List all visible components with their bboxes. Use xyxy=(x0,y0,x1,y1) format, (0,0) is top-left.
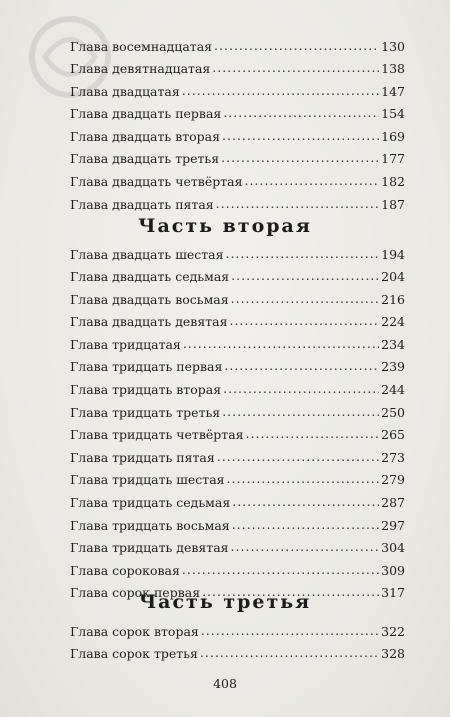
toc-entry-page: 204 xyxy=(381,269,405,285)
dot-leader xyxy=(214,38,379,51)
toc-entry-title: Глава тридцать восьмая xyxy=(70,517,230,533)
toc-entry xyxy=(70,540,405,563)
dot-leader xyxy=(244,174,379,187)
toc-entry xyxy=(70,151,405,174)
toc-entry-title: Глава двадцать восьмая xyxy=(70,291,229,307)
dot-leader xyxy=(183,336,379,349)
toc-entry xyxy=(70,382,405,405)
toc-entry-page: 265 xyxy=(381,427,405,443)
toc-entry-page: 187 xyxy=(381,196,405,212)
toc-entry xyxy=(70,174,405,197)
dot-leader xyxy=(216,196,379,209)
part-two-heading: Часть вторая xyxy=(138,215,312,237)
toc-part-two xyxy=(70,246,405,608)
toc-entry xyxy=(70,646,405,669)
toc-entry-page: 328 xyxy=(381,646,405,662)
toc-entry-page: 130 xyxy=(381,38,405,54)
toc-entry xyxy=(70,61,405,84)
toc-entry xyxy=(70,517,405,540)
dot-leader xyxy=(232,517,379,530)
toc-entry-page: 279 xyxy=(381,472,405,488)
toc-entry-page: 138 xyxy=(381,61,405,77)
toc-entry-page: 287 xyxy=(381,495,405,511)
toc-entry-page: 304 xyxy=(381,540,405,556)
dot-leader xyxy=(200,646,379,659)
toc-entry-title: Глава тридцатая xyxy=(70,336,181,352)
dot-leader xyxy=(182,83,379,96)
toc-entry xyxy=(70,449,405,472)
toc-entry xyxy=(70,291,405,314)
toc-entry-title: Глава тридцать первая xyxy=(70,359,223,375)
dot-leader xyxy=(222,404,379,417)
toc-entry xyxy=(70,472,405,495)
toc-entry xyxy=(70,623,405,646)
toc-entry-page: 322 xyxy=(381,623,405,639)
toc-entry-title: Глава сорок вторая xyxy=(70,623,199,639)
toc-entry-title: Глава тридцать третья xyxy=(70,404,221,420)
toc-entry-page: 224 xyxy=(381,314,405,330)
toc-entry xyxy=(70,314,405,337)
toc-entry-page: 182 xyxy=(381,174,405,190)
dot-leader xyxy=(217,449,379,462)
toc-part-three xyxy=(70,623,405,668)
dot-leader xyxy=(246,427,380,440)
toc-entry xyxy=(70,269,405,292)
toc-entry-page: 317 xyxy=(381,585,405,601)
toc-entry-title: Глава тридцать четвёртая xyxy=(70,427,244,443)
toc-entry xyxy=(70,246,405,269)
toc-entry-page: 244 xyxy=(381,382,405,398)
dot-leader xyxy=(222,128,379,141)
toc-entry-title: Глава двадцать вторая xyxy=(70,128,221,144)
toc-entry-title: Глава восемнадцатая xyxy=(70,38,213,54)
toc-entry-page: 177 xyxy=(381,151,405,167)
dot-leader xyxy=(182,562,379,575)
toc-entry-title: Глава двадцать первая xyxy=(70,106,222,122)
toc-entry xyxy=(70,106,405,129)
toc-entry-page: 234 xyxy=(381,336,405,352)
toc-entry-title: Глава двадцатая xyxy=(70,83,180,99)
dot-leader xyxy=(225,246,379,259)
dot-leader xyxy=(212,61,379,74)
toc-entry-page: 250 xyxy=(381,404,405,420)
dot-leader xyxy=(232,495,379,508)
toc-entry xyxy=(70,495,405,518)
dot-leader xyxy=(223,106,379,119)
toc-entry-title: Глава сорок первая xyxy=(70,585,201,601)
toc-entry-title: Глава двадцать девятая xyxy=(70,314,228,330)
toc-entry-title: Глава сорок третья xyxy=(70,646,198,662)
dot-leader xyxy=(231,540,380,553)
toc-entry-page: 194 xyxy=(381,246,405,262)
toc-entry-title: Глава тридцать девятая xyxy=(70,540,229,556)
dot-leader xyxy=(224,359,379,372)
toc-entry-page: 239 xyxy=(381,359,405,375)
toc-entry-page: 273 xyxy=(381,449,405,465)
part-three-heading: Часть третья xyxy=(138,591,312,613)
toc-entry xyxy=(70,336,405,359)
toc-entry-title: Глава тридцать седьмая xyxy=(70,495,231,511)
dot-leader xyxy=(223,382,379,395)
toc-entry-title: Глава двадцать седьмая xyxy=(70,269,230,285)
dot-leader xyxy=(229,314,379,327)
dot-leader xyxy=(227,472,380,485)
toc-entry-title: Глава двадцать четвёртая xyxy=(70,174,243,190)
toc-entry xyxy=(70,359,405,382)
toc-entry-title: Глава тридцать шестая xyxy=(70,472,225,488)
dot-leader xyxy=(221,151,379,164)
toc-entry-title: Глава тридцать пятая xyxy=(70,449,215,465)
toc-entry xyxy=(70,128,405,151)
toc-entry-title: Глава сороковая xyxy=(70,562,180,578)
toc-entry xyxy=(70,404,405,427)
toc-entry-title: Глава тридцать вторая xyxy=(70,382,222,398)
dot-leader xyxy=(231,291,380,304)
toc-entry-title: Глава двадцать пятая xyxy=(70,196,214,212)
toc-entry xyxy=(70,38,405,61)
toc-entry-page: 154 xyxy=(381,106,405,122)
dot-leader xyxy=(231,269,379,282)
toc-entry xyxy=(70,427,405,450)
toc-entry-page: 309 xyxy=(381,562,405,578)
dot-leader xyxy=(201,623,379,636)
toc-entry-page: 216 xyxy=(381,291,405,307)
toc-entry xyxy=(70,562,405,585)
toc-entry-page: 147 xyxy=(381,83,405,99)
toc-part-one-continued xyxy=(70,38,405,219)
toc-entry-title: Глава двадцать шестая xyxy=(70,246,224,262)
toc-entry-page: 169 xyxy=(381,128,405,144)
toc-entry-title: Глава двадцать третья xyxy=(70,151,220,167)
toc-entry-title: Глава девятнадцатая xyxy=(70,61,211,77)
page-number: 408 xyxy=(213,676,237,691)
toc-entry xyxy=(70,83,405,106)
toc-entry-page: 297 xyxy=(381,517,405,533)
